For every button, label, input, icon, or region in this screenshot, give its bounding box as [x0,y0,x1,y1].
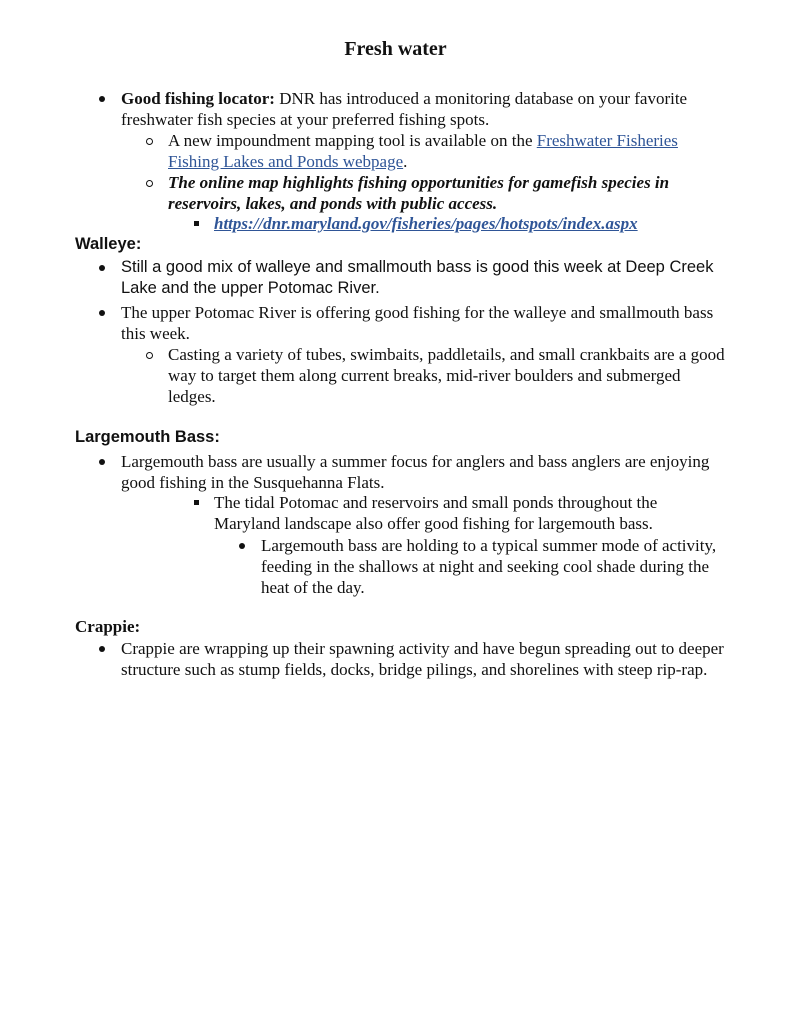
bullet-icon [92,638,112,659]
circle-bullet-icon [139,130,159,151]
mapping-tool-paragraph [168,130,728,172]
walleye-item-2-sub: Casting a variety of tubes, swimbaits, paddletails, and small crankbaits are a good way to target them along current breaks, mid-river boulders and submerged ledges. [168,345,725,406]
walleye-heading: Walleye: [75,235,142,253]
crappie-heading: Crappie: [75,617,141,636]
walleye-item-2: The upper Potomac River is offering good fishing for the walleye and smallmouth bass this week. [121,303,714,343]
mapping-tool-suffix: . [403,152,408,171]
bullet-icon [92,451,112,472]
walleye-item-1: Still a good mix of walleye and smallmouth bass is good this week at Deep Creek Lake and the upper Potomac River. [121,258,714,297]
largemouth-item-1-subsub: Largemouth bass are holding to a typical summer mode of activity, feeding in the shallows at night and seeking cool shade during the heat of the day. [261,536,717,597]
online-map-paragraph: The online map highlights fishing opportunities for gamefish species in reservoirs, lakes, and ponds with public access. [168,173,670,213]
fisheries-webpage-link[interactable]: Freshwater Fisheries Fishing Lakes and Ponds webpage [168,131,678,171]
locator-paragraph [121,88,731,130]
square-bullet-icon [186,213,206,234]
circle-bullet-icon [139,344,159,365]
locator-text: DNR has introduced a monitoring database on your favorite freshwater fish species at your preferred fishing spots. [121,89,688,129]
largemouth-heading: Largemouth Bass: [75,428,220,446]
bullet-icon [232,535,252,556]
circle-bullet-icon [139,172,159,193]
hotspots-url-link[interactable]: https://dnr.maryland.gov/fisheries/pages/hotspots/index.aspx [214,214,638,233]
hotspots-url-line [214,213,734,234]
bullet-icon [92,88,112,109]
bullet-icon [92,302,112,323]
square-bullet-icon [186,492,206,513]
largemouth-item-1: Largemouth bass are usually a summer focus for anglers and bass anglers are enjoying good fishing in the Susquehanna Flats. [121,452,710,492]
locator-lead: Good fishing locator: [121,89,275,108]
mapping-tool-prefix: A new impoundment mapping tool is available on the [168,131,537,150]
largemouth-item-1-sub: The tidal Potomac and reservoirs and small ponds throughout the Maryland landscape also offer good fishing for largemouth bass. [214,493,658,533]
bullet-icon [92,257,112,278]
page-title: Fresh water [344,38,447,60]
crappie-item-1: Crappie are wrapping up their spawning activity and have begun spreading out to deeper structure such as stump fields, docks, bridge pilings, and shorelines with steep rip-rap. [121,639,724,679]
